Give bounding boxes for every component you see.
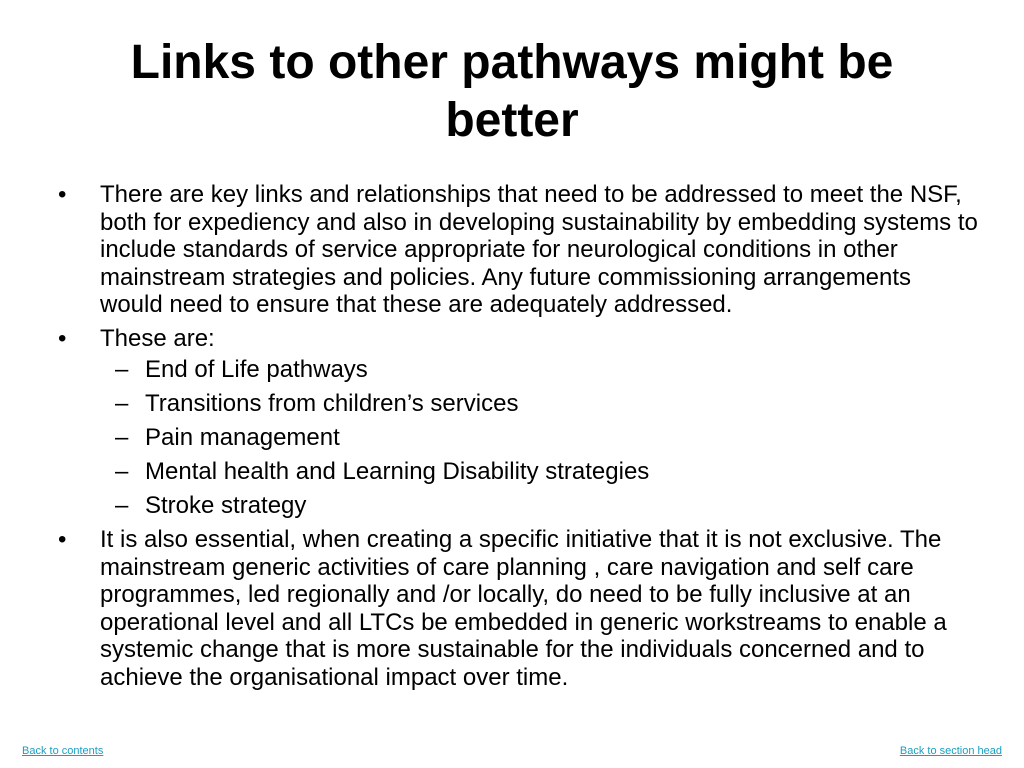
sub-item-mental-health — [100, 458, 978, 486]
sub-item-stroke — [100, 492, 978, 520]
slide-title: Links to other pathways might be better — [130, 36, 894, 147]
bullet-text: There are key links and relationships that need to be addressed to meet the NSF, both for expediency and also in developing sustainability by embedding systems to include standards of service appropriate for neurological conditions in other mainstream strategies and policies. Any future commissioning arrangements would need to ensure that these are adequately addressed. — [100, 181, 978, 318]
sub-item-end-of-life — [100, 356, 978, 384]
sub-marker: – — [115, 458, 129, 485]
bullet-item — [58, 325, 978, 520]
sub-marker: – — [115, 492, 129, 519]
sub-list — [100, 356, 978, 520]
sub-marker: – — [115, 390, 129, 417]
bullet-item — [58, 181, 978, 319]
bullet-marker: • — [58, 526, 67, 553]
back-to-section-head-link[interactable]: Back to section head — [899, 745, 1002, 757]
bullet-item — [58, 526, 978, 691]
sub-item-text: Stroke strategy — [145, 492, 307, 519]
sub-item-text: Mental health and Learning Disability strategies — [145, 458, 650, 485]
sub-marker: – — [115, 424, 129, 451]
sub-marker: – — [115, 356, 129, 383]
sub-item-text: Pain management — [145, 424, 340, 451]
bullet-marker: • — [58, 324, 67, 352]
sub-item-transitions — [100, 390, 978, 418]
bullet-text: These are: — [100, 324, 215, 352]
bullet-marker: • — [58, 181, 67, 208]
sub-item-text: Transitions from children’s services — [145, 390, 519, 417]
sub-item-text: End of Life pathways — [145, 356, 368, 383]
bullet-list — [58, 181, 978, 697]
back-to-contents-link[interactable]: Back to contents — [22, 745, 104, 757]
sub-item-pain-management — [100, 424, 978, 452]
bullet-text: It is also essential, when creating a specific initiative that it is not exclusive. The mainstream generic activities of care planning , care navigation and self care programmes, led regionally and /or locally, do need to be fully inclusive at an operational level and all LTCs be embedded in generic workstreams to enable a systemic change that is more sustainable for the individuals concerned and to achieve the organisational impact over time. — [100, 526, 947, 691]
